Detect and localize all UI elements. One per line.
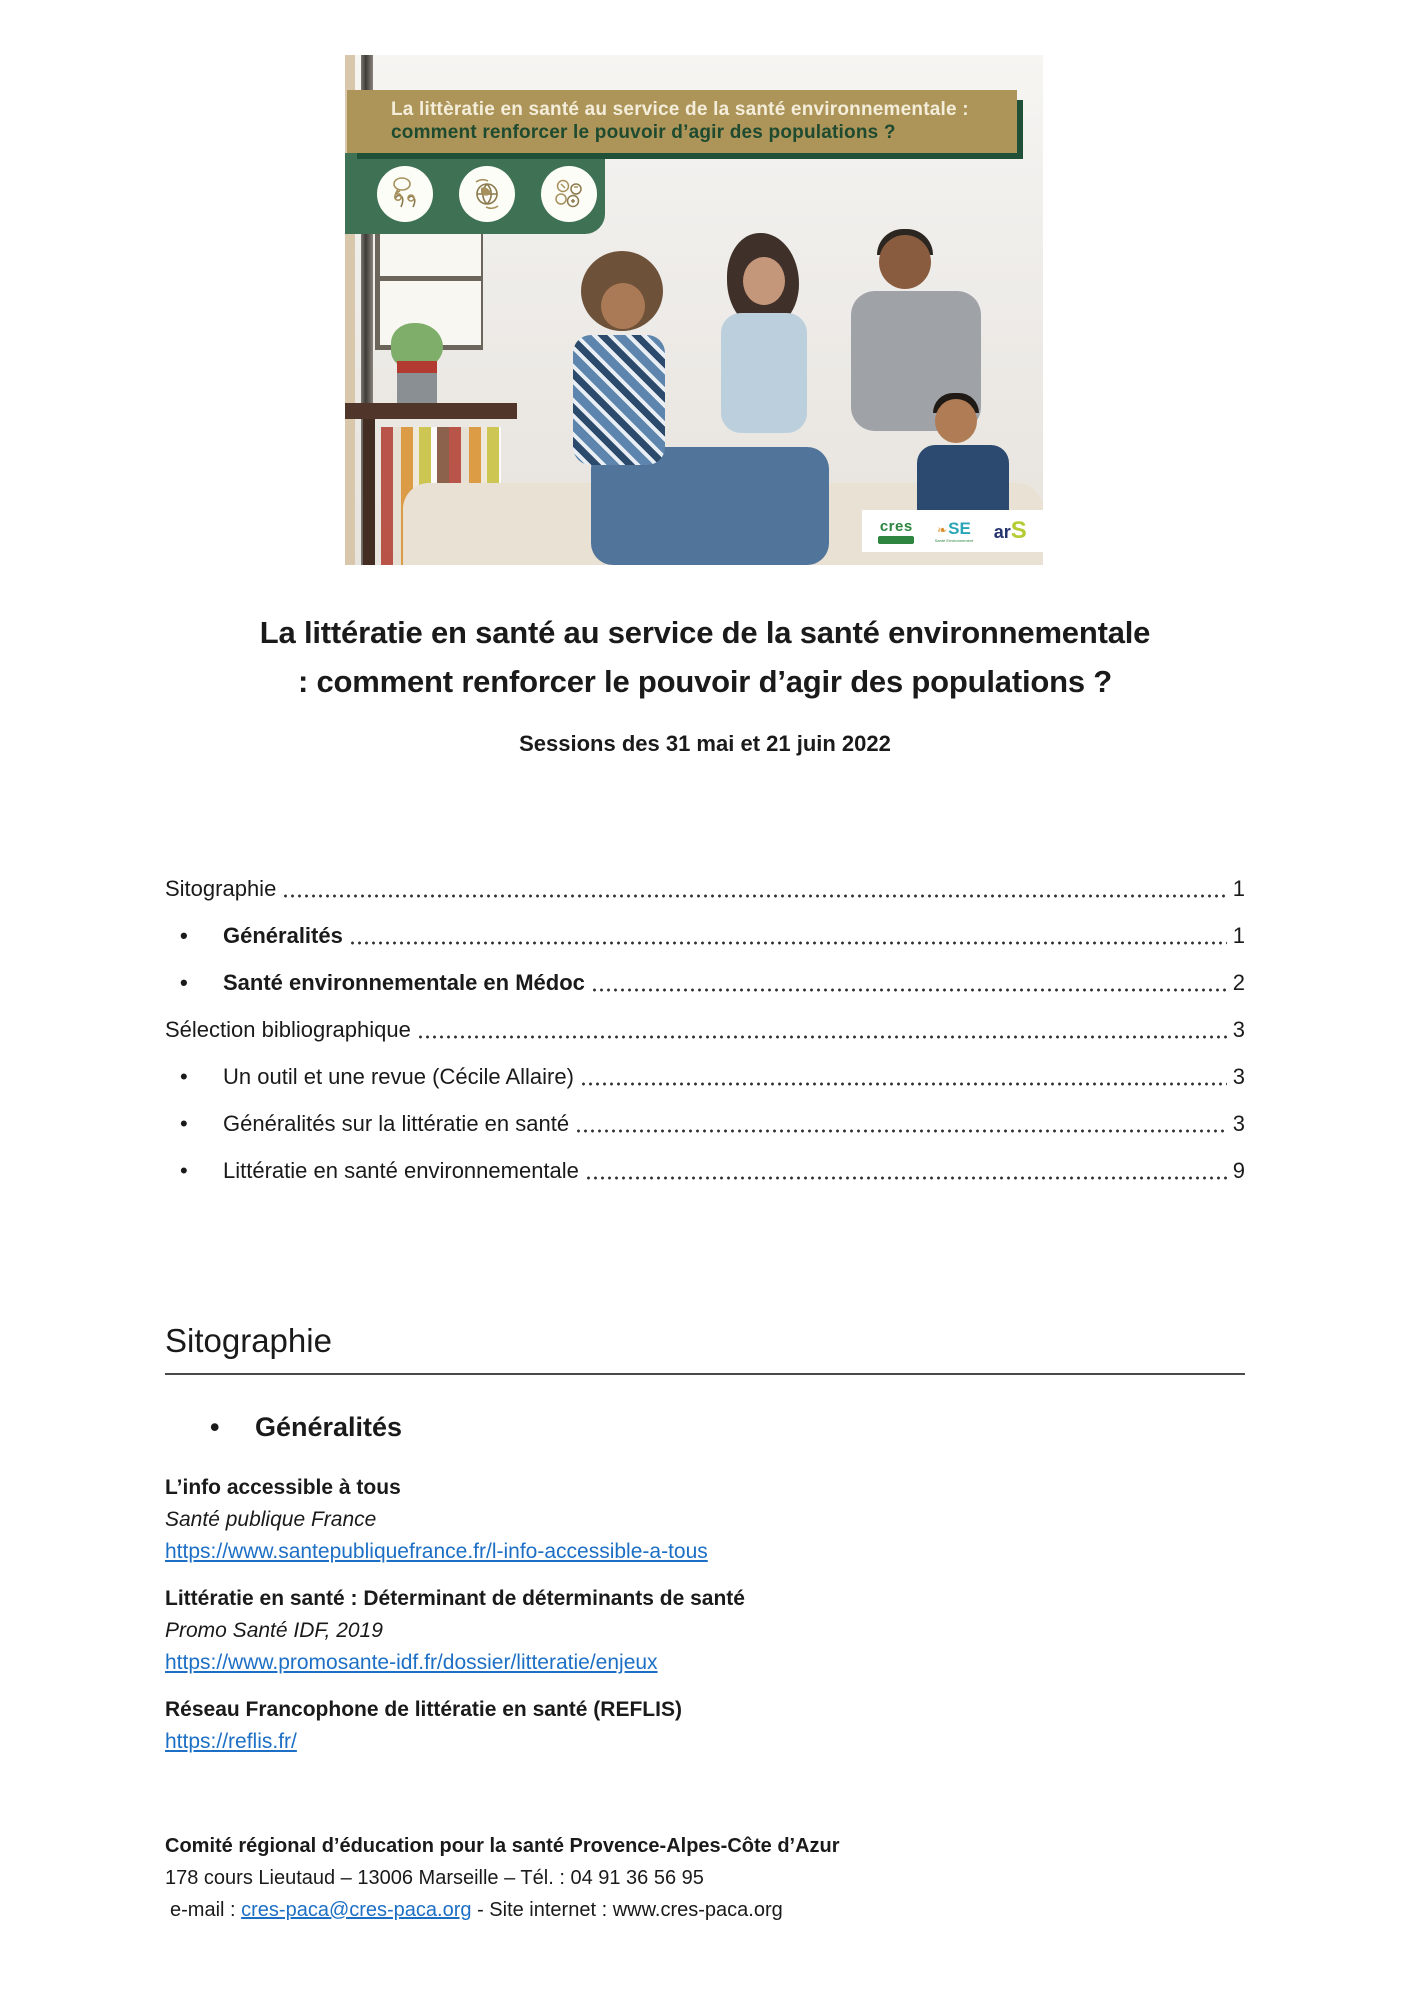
ars-logo: arS: [993, 517, 1027, 544]
plant-pot-body: [397, 373, 437, 403]
cover-logos: [862, 510, 1043, 552]
subsection-heading-generalites: • Généralités: [165, 1412, 1065, 1443]
toc-page-number: 1: [1232, 876, 1245, 901]
toc-page-number: 2: [1232, 970, 1245, 995]
toc-row-sante-environnementale-medoc[interactable]: • Santé environnementale en Médoc 2: [165, 966, 1245, 996]
sessions-subtitle: Sessions des 31 mai et 21 juin 2022: [519, 731, 891, 756]
dotted-leader: [282, 892, 1226, 898]
page-footer: [165, 1830, 1105, 1926]
footer-contact: e-mail : cres-paca@cres-paca.org - Site internet : www.cres-paca.org: [170, 1899, 783, 1921]
toc-page-number: 3: [1232, 1111, 1245, 1136]
toc-row-generalites-litteratie[interactable]: • Généralités sur la littératie en santé 3: [165, 1107, 1245, 1137]
cover-banner-line2: comment renforcer le pouvoir d’agir des populations ?: [391, 122, 896, 143]
section-heading-sitographie: Sitographie: [165, 1322, 1245, 1375]
bookshelf-leg: [363, 419, 375, 565]
dotted-leader: [585, 1174, 1227, 1180]
toc-page-number: 3: [1232, 1017, 1245, 1042]
document-title-line1: La littératie en santé au service de la santé environnementale: [259, 615, 1151, 650]
entry-litteratie-determinant: [165, 1583, 1105, 1679]
toc-row-generalites[interactable]: • Généralités 1: [165, 919, 1245, 949]
footer-address: 178 cours Lieutaud – 13006 Marseille – Tél. : 04 91 36 56 95: [165, 1867, 704, 1889]
entry-link[interactable]: https://www.santepubliquefrance.fr/l-info-accessible-a-tous: [165, 1540, 708, 1563]
sitographie-entries: [165, 1472, 1105, 1773]
entry-info-accessible: [165, 1472, 1105, 1568]
dotted-leader: [575, 1127, 1227, 1133]
footer-organization: Comité régional d’éducation pour la santé Provence-Alpes-Côte d’Azur: [165, 1835, 840, 1857]
entry-link[interactable]: https://www.promosante-idf.fr/dossier/litteratie/enjeux: [165, 1651, 658, 1674]
dotted-leader: [591, 986, 1227, 992]
cres-logo: cres: [878, 519, 914, 544]
woman-top: [721, 313, 807, 433]
boy-plaid-shirt: [573, 335, 665, 465]
people-discussion-icon: [377, 166, 433, 222]
toc-row-un-outil-et-une-revue[interactable]: • Un outil et une revue (Cécile Allaire) 3: [165, 1060, 1245, 1090]
toc-page-number: 9: [1232, 1158, 1245, 1183]
speech-bubbles-icon: [541, 166, 597, 222]
child-face: [935, 399, 977, 443]
entry-source: Santé publique France: [165, 1508, 377, 1531]
toc-page-number: 1: [1232, 923, 1245, 948]
cover-icon-band: [345, 153, 605, 234]
cover-banner-line1: La littèratie en santé au service de la santé environnementale :: [391, 99, 969, 120]
bookshelf: [345, 403, 517, 419]
dotted-leader: [580, 1080, 1227, 1086]
entry-reflis: [165, 1694, 1105, 1758]
toc-row-selection-bibliographique[interactable]: Sélection bibliographique 3: [165, 1017, 1245, 1042]
globe-hands-icon: [459, 166, 515, 222]
entry-title: L’info accessible à tous: [165, 1476, 401, 1499]
sante-environnement-logo: ❧ SE Santé Environnement: [935, 520, 973, 543]
table-of-contents: [165, 872, 1245, 1201]
dotted-leader: [349, 939, 1227, 945]
email-link[interactable]: cres-paca@cres-paca.org: [241, 1899, 472, 1921]
man-face: [879, 235, 931, 289]
toc-page-number: 3: [1232, 1064, 1245, 1089]
cover-banner: [347, 90, 1017, 153]
title-block: [165, 608, 1245, 757]
document-title-line2: : comment renforcer le pouvoir d’agir des populations ?: [297, 664, 1113, 699]
dotted-leader: [417, 1033, 1227, 1039]
woman-face: [743, 257, 785, 305]
toc-row-litteratie-environnementale[interactable]: • Littératie en santé environnementale 9: [165, 1154, 1245, 1184]
toc-row-sitographie[interactable]: Sitographie 1: [165, 876, 1245, 901]
entry-title: Réseau Francophone de littératie en santé (REFLIS): [165, 1698, 682, 1721]
entry-link[interactable]: https://reflis.fr/: [165, 1730, 297, 1753]
boy-face: [601, 283, 645, 329]
entry-title: Littératie en santé : Déterminant de déterminants de santé: [165, 1587, 745, 1610]
cover-image: [345, 55, 1043, 565]
entry-source: Promo Santé IDF, 2019: [165, 1619, 383, 1642]
